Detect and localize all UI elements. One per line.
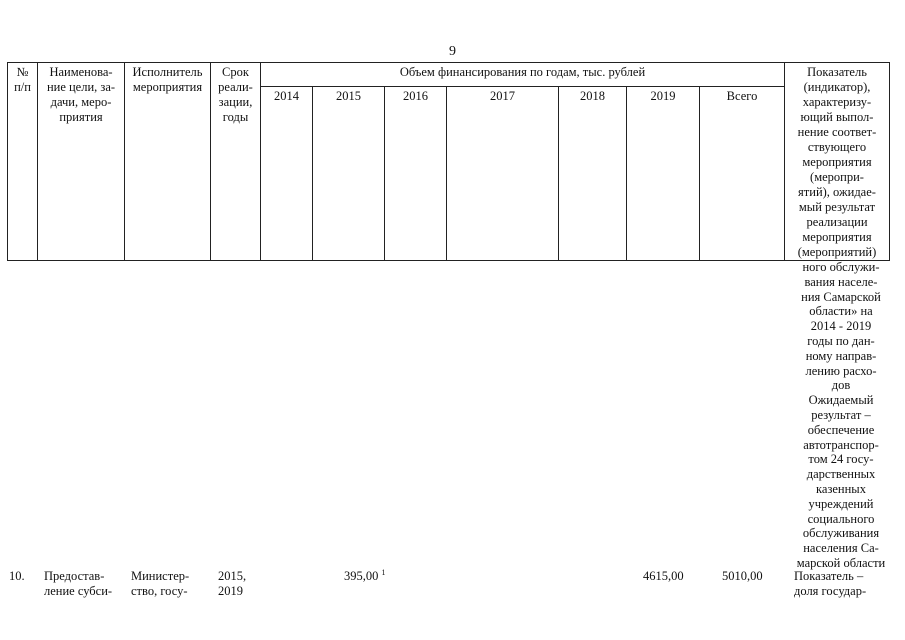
- header-year-2017: 2017: [447, 86, 559, 260]
- header-col-name: Наименова- ние цели, за- дачи, меро- приятия: [38, 63, 125, 261]
- header-col-number: № п/п: [8, 63, 38, 261]
- row-10-name: Предостав- ление субси-: [44, 569, 113, 598]
- header-year-2015: 2015: [313, 86, 385, 260]
- row-10-indicator: Показатель – доля государ-: [794, 569, 867, 598]
- header-year-2016: 2016: [385, 86, 447, 260]
- header-year-2018: 2018: [559, 86, 627, 260]
- header-col-indicator: Показатель (индикатор), характеризу- ющий выпол- нение соответ- ствующего мероприятия (меропри- ятий), ожидае- мый результат реализации мероприятия (мероприятий): [785, 63, 890, 261]
- header-year-2014: 2014: [261, 86, 313, 260]
- row-10-number: 10.: [9, 569, 25, 583]
- footnote-marker: 1: [381, 567, 386, 577]
- header-col-term: Срок реали- зации, годы: [211, 63, 261, 261]
- indicator-continuation-text: ного обслужи- вания населе- ния Самарской области» на 2014 - 2019 годы по дан- ному направ- лению расхо- дов Ожидаемый результат – обеспечение автотранспор- том 24 госу- дарственных казенных учреждений социального обслуживания населения Са- марской области: [796, 260, 886, 570]
- header-year-total: Всего: [700, 86, 785, 260]
- header-table: [7, 62, 890, 261]
- row-10-value-2015: 395,00 $^1$: [344, 567, 386, 583]
- row-10-term: 2015, 2019: [218, 569, 247, 598]
- header-col-funding: Объем финансирования по годам, тыс. рублей: [261, 63, 785, 87]
- page-number: 9: [449, 44, 456, 59]
- row-10-value-total: 5010,00: [722, 569, 763, 583]
- header-col-executor: Исполнитель мероприятия: [125, 63, 211, 261]
- header-year-2019: 2019: [627, 86, 700, 260]
- row-10-value-2019: 4615,00: [643, 569, 684, 583]
- row-10-executor: Министер- ство, госу-: [131, 569, 190, 598]
